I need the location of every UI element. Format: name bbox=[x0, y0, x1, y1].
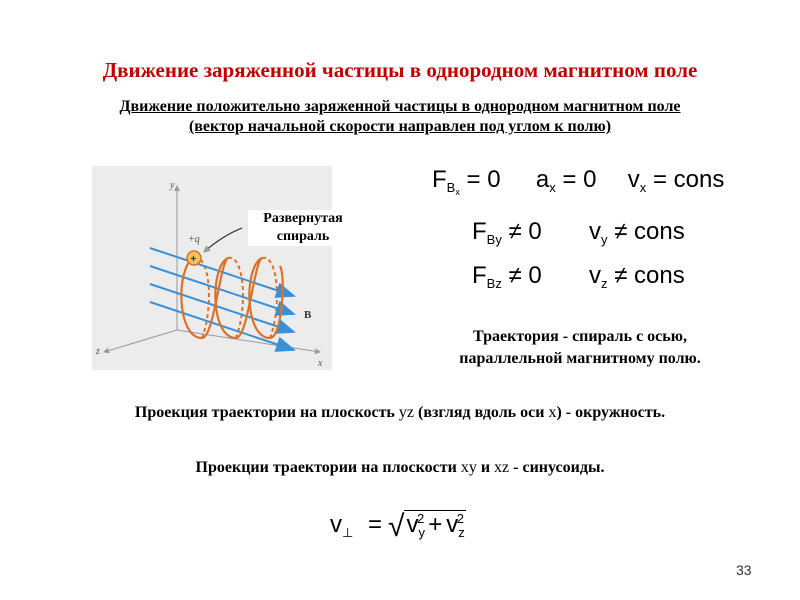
formula-row-3 bbox=[472, 262, 685, 291]
v-symbol: v bbox=[589, 218, 602, 245]
slide-subtitle bbox=[0, 97, 800, 137]
neq-zero: ≠ 0 bbox=[501, 218, 542, 245]
field-label: B bbox=[304, 309, 312, 321]
vy-neq: ≠ cons bbox=[607, 218, 685, 245]
vx-eq: = cons bbox=[646, 166, 725, 193]
equals: = bbox=[368, 511, 383, 538]
spiral-callout: Развернутая спираль bbox=[248, 210, 358, 246]
trajectory-line-2: параллельной магнитному полю. bbox=[459, 350, 701, 367]
b-sub: B bbox=[486, 232, 496, 247]
text-part: - синусоиды. bbox=[509, 459, 605, 476]
page-number: 33 bbox=[736, 562, 752, 578]
y-sub: y bbox=[418, 525, 425, 540]
subtitle-line-2: (вектор начальной скорости направлен под углом к полю) bbox=[188, 118, 612, 135]
f-symbol: F bbox=[472, 218, 487, 245]
vy-sub: y bbox=[601, 232, 608, 247]
helix-back-segments bbox=[194, 258, 277, 338]
var-xy: xy bbox=[460, 459, 477, 476]
f-symbol: F bbox=[432, 166, 447, 193]
field-line-3 bbox=[150, 284, 294, 332]
var-x: x bbox=[548, 404, 557, 421]
a-symbol: a bbox=[535, 166, 550, 193]
x-axis bbox=[177, 330, 320, 352]
square-sup: 2 bbox=[456, 511, 464, 526]
v-symbol: v bbox=[627, 166, 640, 193]
x-subsub: x bbox=[455, 187, 460, 197]
subtitle-line-1: Движение положительно заряженной частицы в однородном магнитном поле bbox=[119, 98, 681, 115]
text-part: ) - окружность. bbox=[556, 404, 666, 421]
helix-diagram bbox=[92, 166, 332, 370]
axis-y-label: y bbox=[170, 180, 175, 191]
axis-z-label: z bbox=[96, 346, 100, 357]
var-yz: yz bbox=[398, 404, 414, 421]
text-part: (взгляд вдоль оси bbox=[414, 404, 549, 421]
z-sub: z bbox=[495, 276, 502, 291]
neq-zero: ≠ 0 bbox=[501, 262, 542, 289]
projection-yz-text bbox=[0, 402, 800, 424]
trajectory-description bbox=[400, 326, 760, 370]
y-sub: y bbox=[495, 232, 502, 247]
helix-front-segments bbox=[181, 258, 282, 338]
trajectory-line-1: Траектория - спираль с осью, bbox=[473, 328, 687, 345]
v-symbol: v bbox=[406, 511, 419, 538]
text-part: и bbox=[476, 459, 495, 476]
var-xz: xz bbox=[494, 459, 510, 476]
vx-sub: x bbox=[639, 180, 647, 195]
axis-x-label: x bbox=[318, 358, 323, 369]
text-part: Проекции траектории на плоскости bbox=[195, 459, 461, 476]
callout-pointer bbox=[204, 228, 242, 252]
b-sub: B bbox=[446, 180, 456, 195]
projection-xy-text bbox=[0, 457, 800, 479]
charge-sign: + bbox=[190, 254, 197, 265]
square-sup: 2 bbox=[416, 511, 425, 526]
z-axis bbox=[104, 330, 177, 352]
sqrt-icon: √ bbox=[388, 510, 405, 543]
plus: + bbox=[428, 511, 443, 538]
v-symbol: v bbox=[589, 262, 602, 289]
vperp-formula bbox=[330, 510, 466, 544]
radicand bbox=[404, 510, 465, 538]
f-symbol: F bbox=[472, 262, 487, 289]
ax-sub: x bbox=[549, 180, 556, 195]
vz-neq: ≠ cons bbox=[607, 262, 685, 289]
z-sub: z bbox=[458, 525, 465, 540]
formula-row-1 bbox=[432, 166, 724, 197]
formula-row-2 bbox=[472, 218, 685, 247]
b-sub: B bbox=[486, 276, 496, 291]
v-symbol: v bbox=[446, 511, 459, 538]
perp-sub: ⊥ bbox=[342, 525, 354, 540]
charge-label: +q bbox=[188, 234, 200, 245]
helix-figure bbox=[92, 166, 332, 370]
text-part: Проекция траектории на плоскость bbox=[134, 404, 399, 421]
vz-sub: z bbox=[601, 276, 608, 291]
slide-title: Движение заряженной частицы в однородном магнитном поле bbox=[102, 58, 698, 82]
v-symbol: v bbox=[330, 511, 342, 538]
eq-zero: = 0 bbox=[459, 166, 501, 193]
ax-eq: = 0 bbox=[555, 166, 597, 193]
